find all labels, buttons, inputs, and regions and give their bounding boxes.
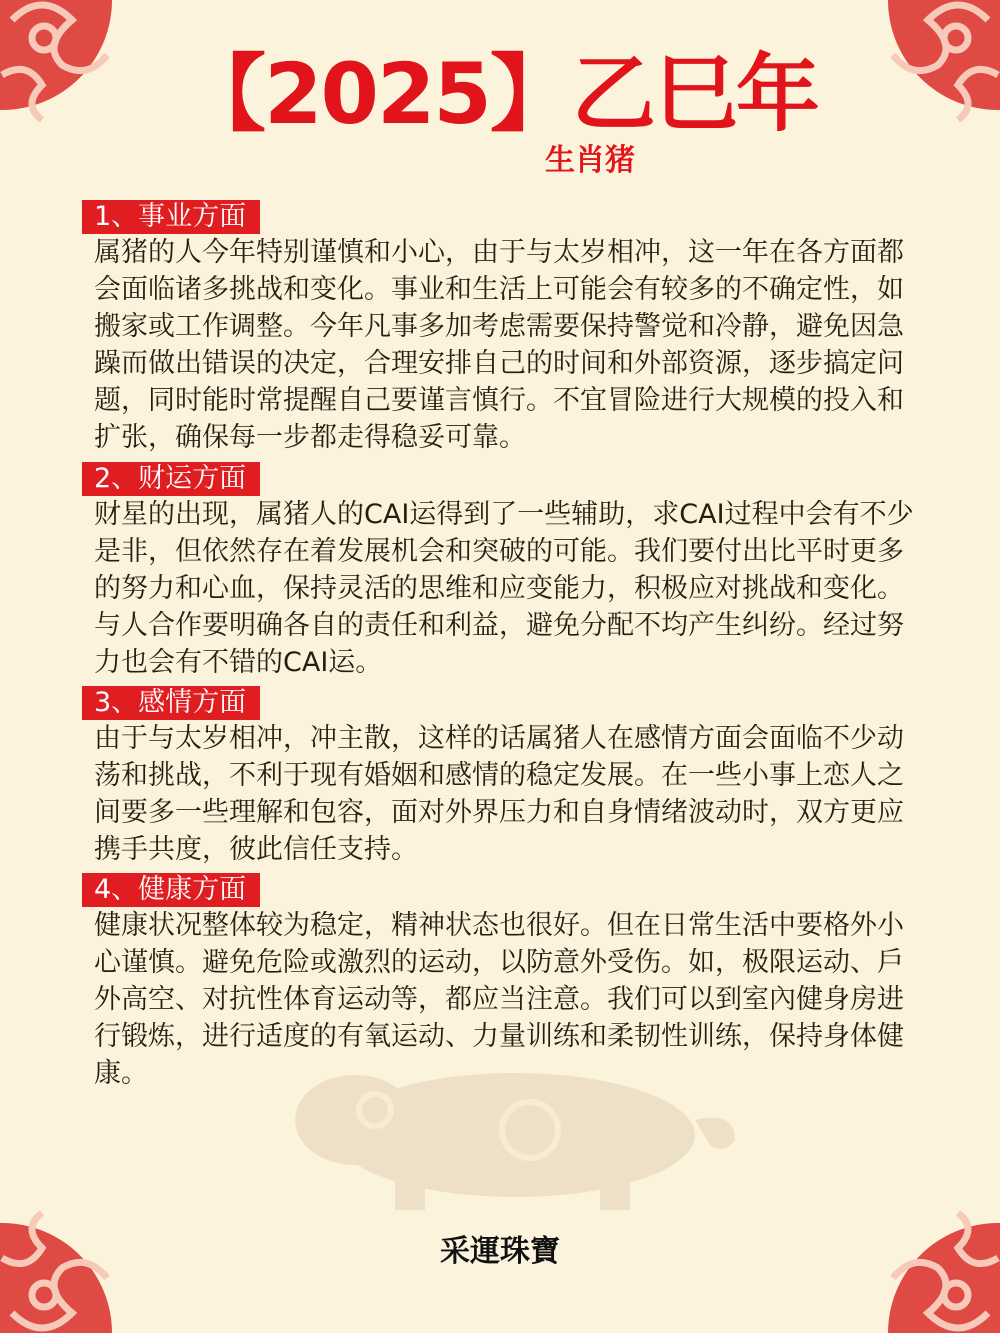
page-title: 【2025】乙巳年 <box>182 45 818 143</box>
section-body: 健康状况整体较为稳定，精神状态也很好。但在日常生活中要格外小心谨慎。避免危险或激烈的运动，以防意外受伤。如，极限运动、戶外高空、对抗性体育运动等，都应当注意。我们可以到室內健身房进行锻炼，进行适度的有氧运动、力量训练和柔韧性训练，保持身体健康。 <box>94 910 904 1089</box>
section-wealth <box>82 462 922 681</box>
section-heading: 1、事业方面 <box>82 200 260 234</box>
section-body: 财星的出现，属猪人的CAI运得到了一些辅助，求CAI过程中会有不少是非，但依然存在着发展机会和突破的可能。我们要付出比平时更多的努力和心血，保持灵活的思维和应变能力，积极应对挑战和变化。与人合作要明确各自的责任和利益，避免分配不均产生纠纷。经过努力也会有不错的CAI运。 <box>94 499 914 678</box>
section-career <box>82 200 922 456</box>
section-body: 由于与太岁相冲，冲主散，这样的话属猪人在感情方面会面临不少动荡和挑战，不利于现有婚姻和感情的稳定发展。在一些小事上恋人之间要多一些理解和包容，面对外界压力和自身情绪波动时，双方更应携手共度，彼此信任支持。 <box>94 723 904 865</box>
section-relationship <box>82 686 922 868</box>
section-heading: 3、感情方面 <box>82 686 260 720</box>
section-health <box>82 873 922 1092</box>
section-body: 属猪的人今年特别谨慎和小心，由于与太岁相冲，这一年在各方面都会面临诸多挑战和变化。事业和生活上可能会有较多的不确定性，如搬家或工作调整。今年凡事多加考虑需要保持警觉和冷静，避免因急躁而做出错误的决定，合理安排自己的时间和外部资源，逐步搞定问题，同时能时常提醒自己要谨言慎行。不宜冒险进行大规模的投入和扩张，确保每一步都走得稳妥可靠。 <box>94 237 904 453</box>
section-heading: 2、财运方面 <box>82 462 260 496</box>
brand-footer: 采運珠寶 <box>440 1234 560 1269</box>
section-heading: 4、健康方面 <box>82 873 260 907</box>
page-subtitle: 生肖猪 <box>545 143 635 178</box>
